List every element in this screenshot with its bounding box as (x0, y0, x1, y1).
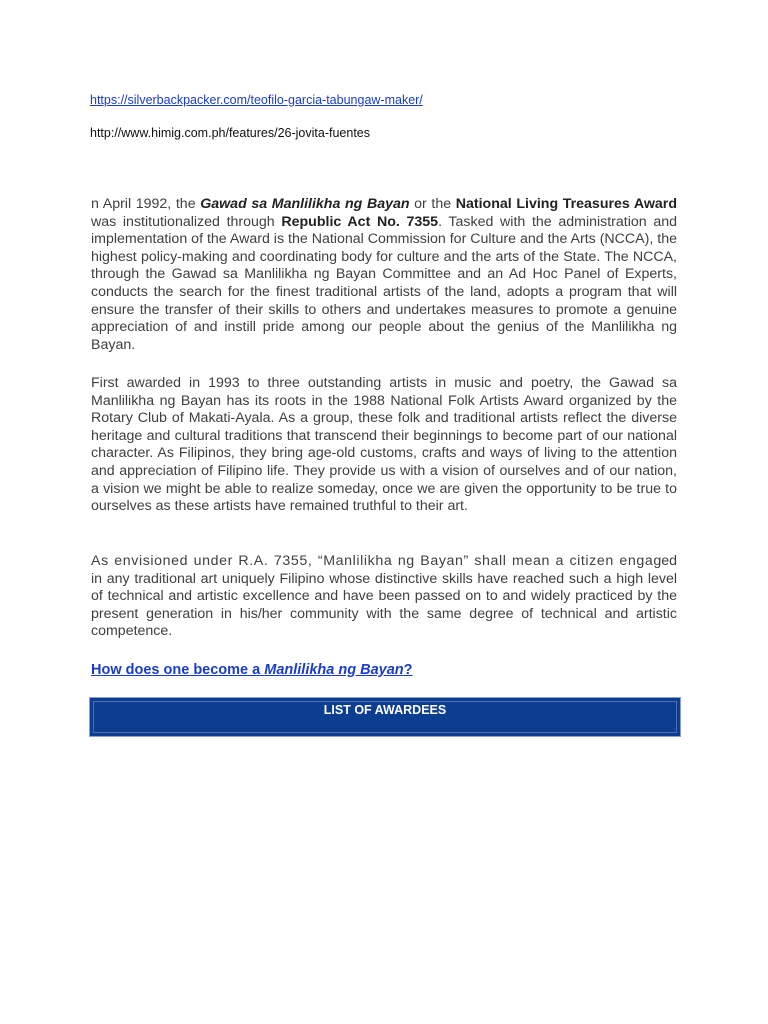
paragraph-definition (91, 553, 677, 641)
how-link-suffix: ? (403, 662, 413, 678)
how-link-prefix: How does one become a (91, 662, 265, 678)
source-link-himig: http://www.himig.com.ph/features/26-jovita-fuentes (90, 126, 370, 140)
intro-text-4: . Tasked with the administration and implementation of the Award is the National Commission for Culture and the Arts (NCCA), the highest policy-making and coordinating body for culture and the arts of the State. The NCCA, through the Gawad sa Manlilikha ng Bayan Committee and an Ad Hoc Panel of Experts, conducts the search for the finest traditional artists of the land, adopts a program that will ensure the transfer of their skills to others and undertakes measures to promote a genuine appreciation of and instill pride among our people about the genius of the Manlilikha ng Bayan. (91, 213, 678, 353)
award-name-english: National Living Treasures Award (455, 196, 677, 212)
source-link-silverbackpacker[interactable]: https://silverbackpacker.com/teofilo-garcia-tabungaw-maker/ (90, 93, 423, 107)
republic-act: Republic Act No. 7355 (281, 213, 439, 230)
list-of-awardees-bar[interactable] (89, 697, 681, 737)
how-to-become-link[interactable] (91, 662, 413, 678)
intro-text-1: n April 1992, the (91, 196, 201, 212)
definition-text-1: As envisioned under R.A. 7355, “Manlilikha ng Bayan” shall mean a citizen enga (91, 553, 654, 569)
paragraph-history: First awarded in 1993 to three outstanding artists in music and poetry, the Gawad sa Manlilikha ng Bayan has its roots in the 1988 National Folk Artists Award organized by the Rotary Club of Makati-Ayala. As a group, these folk and traditional artists reflect the diverse heritage and cultural traditions that transcend their beginnings to become part of our national character. As Filipinos, they bring age-old customs, crafts and ways of living to the attention and appreciation of Filipino life. They provide us with a vision of ourselves and of our nation, a vision we might be able to realize someday, once we are given the opportunity to be true to ourselves as these artists have remained truthful to their art. (91, 375, 677, 515)
paragraph-intro (91, 196, 677, 354)
intro-text-3: was institutionalized through (91, 213, 282, 230)
awardees-label: LIST OF AWARDEES (323, 703, 447, 717)
award-name-filipino: Gawad sa Manlilikha ng Bayan (200, 196, 410, 212)
intro-text-2: or the (409, 196, 456, 212)
definition-text-2: ged in any traditional art uniquely Filipino whose distinctive skills have reached such a high level of technical and artistic excellence and have been passed on to and widely practiced by the present generation in his/her community with the same degree of technical and artistic competence. (91, 553, 677, 640)
how-link-italic: Manlilikha ng Bayan (264, 662, 404, 678)
